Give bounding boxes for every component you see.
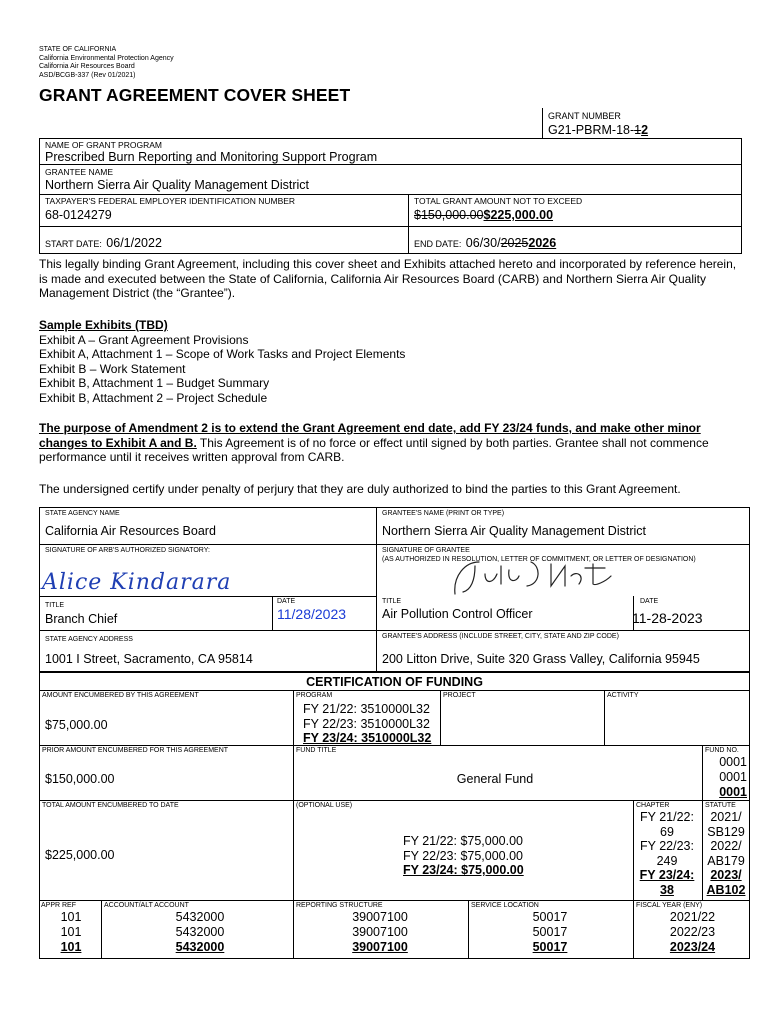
account-label: ACCOUNT/ALT ACCOUNT — [104, 902, 189, 909]
fiscal-year-label: FISCAL YEAR (ENY) — [636, 902, 703, 909]
optional-line: FY 23/24: $75,000.00 — [403, 863, 524, 877]
fund-no-label: FUND NO. — [705, 747, 739, 754]
chapter-item: FY 22/23: — [640, 839, 694, 853]
service-location: 50017 — [532, 910, 568, 924]
prior-amount-label: PRIOR AMOUNT ENCUMBERED FOR THIS AGREEMENT — [42, 747, 229, 754]
grantee-address: 200 Litton Drive, Suite 320 Grass Valley, California 95945 — [382, 652, 700, 666]
agency-line: California Air Resources Board — [39, 63, 135, 70]
total-amount-value: $150,000.00$225,000.00 — [414, 208, 554, 222]
fund-numbers — [703, 755, 747, 800]
grant-number-box — [542, 108, 742, 138]
grantee-print-name: Northern Sierra Air Quality Management District — [382, 524, 646, 538]
appr-ref: 101 — [60, 940, 82, 954]
appr-refs — [41, 910, 101, 955]
grantee-date-label: DATE — [640, 598, 659, 605]
fund-number: 0001 — [719, 770, 747, 784]
fein-label: TAXPAYER'S FEDERAL EMPLOYER IDENTIFICATION NUMBER — [45, 196, 296, 206]
arb-signature: Alice Kindarara — [42, 570, 232, 595]
service-locations — [515, 910, 585, 955]
agency-line: STATE OF CALIFORNIA — [39, 46, 117, 53]
chapter-item: FY 21/22: — [640, 810, 694, 824]
reporting-structure: 39007100 — [352, 940, 408, 954]
statute-item: AB102 — [706, 882, 746, 897]
account: 5432000 — [175, 925, 225, 939]
purpose-paragraph: The purpose of Amendment 2 is to extend the Grant Agreement end date, add FY 23/24 funds, and make other minor changes to Exhibit A and B. This Agreement is of no force or effect until signed by both parties. Grantee shall not commence performance until it receives written approval from CARB. — [39, 421, 709, 464]
grantee-title: Air Pollution Control Officer — [382, 607, 533, 621]
fein-value: 68-0124279 — [45, 208, 112, 222]
exhibits-heading: Sample Exhibits (TBD) — [39, 318, 168, 332]
arb-signature-label: SIGNATURE OF ARB'S AUTHORIZED SIGNATORY: — [45, 547, 210, 554]
statute-item: 2022/ — [710, 839, 742, 853]
statute-item: 2023/ — [710, 868, 742, 882]
fund-title-label: FUND TITLE — [296, 747, 337, 754]
fiscal-year: 2021/22 — [669, 910, 716, 924]
chapter-item: FY 23/24: — [639, 868, 695, 882]
fund-number: 0001 — [719, 785, 747, 799]
program-code: FY 23/24: 3510000L32 — [303, 731, 432, 745]
grantee-date: 11-28-2023 — [632, 610, 703, 626]
optional-line: FY 22/23: $75,000.00 — [403, 848, 524, 863]
grantee-name-label: GRANTEE'S NAME (PRINT OR TYPE) — [382, 510, 505, 517]
reporting-structure: 39007100 — [352, 910, 408, 924]
arb-title: Branch Chief — [45, 612, 118, 626]
appr-ref-label: APPR REF — [41, 902, 77, 909]
optional-use — [403, 834, 524, 878]
page-title: GRANT AGREEMENT COVER SHEET — [39, 85, 351, 105]
amount-encumbered: $75,000.00 — [45, 718, 108, 732]
exhibit-item: Exhibit A, Attachment 1 – Scope of Work Tasks and Project Elements — [39, 347, 406, 361]
total-encumbered: $225,000.00 — [45, 848, 115, 862]
exhibit-item: Exhibit A – Grant Agreement Provisions — [39, 332, 249, 347]
optional-line: FY 21/22: $75,000.00 — [403, 834, 524, 848]
total-encumbered-label: TOTAL AMOUNT ENCUMBERED TO DATE — [42, 802, 179, 809]
fund-title: General Fund — [456, 772, 534, 786]
grantee-signature-label: SIGNATURE OF GRANTEE — [382, 547, 470, 554]
grantee-signature-sublabel: (AS AUTHORIZED IN RESOLUTION, LETTER OF COMMITMENT, OR LETTER OF DESIGNATION) — [382, 556, 696, 563]
chapter-item: 69 — [660, 824, 674, 839]
grantee-label: GRANTEE NAME — [45, 167, 114, 177]
exhibit-item: Exhibit B, Attachment 2 – Project Schedule — [39, 390, 268, 405]
agency-header — [39, 46, 174, 80]
amount-encumbered-label: AMOUNT ENCUMBERED BY THIS AGREEMENT — [42, 692, 199, 699]
state-address: 1001 I Street, Sacramento, CA 95814 — [45, 652, 253, 666]
statute-item: AB179 — [707, 853, 745, 868]
exhibits-list — [39, 318, 739, 405]
exhibit-item: Exhibit B – Work Statement — [39, 361, 186, 376]
account: 5432000 — [175, 910, 225, 924]
fiscal-year: 2023/24 — [669, 940, 716, 954]
grant-number-label: GRANT NUMBER — [548, 111, 621, 121]
program-codes — [303, 702, 431, 746]
agency-line: ASD/BCGB-337 (Rev 01/2021) — [39, 71, 136, 79]
program-name: Prescribed Burn Reporting and Monitoring Support Program — [45, 150, 378, 164]
reporting-structure: 39007100 — [352, 925, 408, 939]
grantee-title-label: TITLE — [382, 598, 402, 605]
chapter-item: 38 — [660, 882, 674, 897]
state-address-label: STATE AGENCY ADDRESS — [45, 636, 133, 643]
grantee-address-label: GRANTEE'S ADDRESS (INCLUDE STREET, CITY, STATE AND ZIP CODE) — [382, 633, 619, 640]
state-agency-name: California Air Resources Board — [45, 524, 216, 538]
intro-paragraph: This legally binding Grant Agreement, including this cover sheet and Exhibits attached hereto and incorporated by reference herein, is made and executed between the State of California, California Air Resources Board (CARB) and Northern Sierra Air Quality Management District (the “Grantee”). — [39, 257, 737, 300]
chapter-label: CHAPTER — [636, 802, 670, 809]
certify-statement: The undersigned certify under penalty of perjury that they are duly authorized to bind the parties to this Grant Agreement. — [39, 482, 681, 496]
statute-label: STATUTE — [705, 802, 736, 809]
statutes — [703, 810, 749, 897]
arb-date: 11/28/2023 — [277, 606, 347, 622]
arb-title-label: TITLE — [45, 602, 65, 609]
service-location: 50017 — [532, 925, 568, 939]
prior-amount: $150,000.00 — [45, 772, 115, 786]
reporting-structures — [340, 910, 420, 955]
reporting-label: REPORTING STRUCTURE — [296, 902, 383, 909]
end-date: END DATE: 06/30/20252026 — [414, 236, 557, 250]
optional-use-label: (OPTIONAL USE) — [296, 802, 353, 809]
appr-ref: 101 — [60, 910, 82, 924]
accounts — [160, 910, 240, 955]
service-location-label: SERVICE LOCATION — [471, 902, 539, 909]
activity-label: ACTIVITY — [607, 692, 639, 699]
fiscal-years — [655, 910, 730, 955]
project-label: PROJECT — [443, 692, 476, 699]
start-date: START DATE: 06/1/2022 — [45, 236, 162, 250]
fund-number: 0001 — [719, 755, 747, 769]
program-code: FY 21/22: 3510000L32 — [303, 702, 430, 716]
fiscal-year: 2022/23 — [669, 925, 716, 939]
grant-number-value: G21-PBRM-18-12 — [548, 123, 649, 137]
total-amount-label: TOTAL GRANT AMOUNT NOT TO EXCEED — [414, 196, 583, 206]
service-location: 50017 — [532, 940, 568, 954]
arb-date-label: DATE — [277, 598, 296, 605]
chapter-item: 249 — [656, 853, 678, 868]
grantee-signature — [445, 556, 615, 603]
statute-item: SB129 — [707, 824, 745, 839]
state-agency-label: STATE AGENCY NAME — [45, 510, 120, 517]
statute-item: 2021/ — [710, 810, 742, 824]
grantee-name: Northern Sierra Air Quality Management District — [45, 178, 309, 192]
program-code: FY 22/23: 3510000L32 — [303, 716, 430, 731]
exhibit-item: Exhibit B, Attachment 1 – Budget Summary — [39, 376, 270, 390]
appr-ref: 101 — [60, 925, 82, 939]
chapters — [634, 810, 700, 897]
agency-line: California Environmental Protection Agency — [39, 54, 174, 62]
account: 5432000 — [175, 940, 225, 954]
program-label: NAME OF GRANT PROGRAM — [45, 140, 162, 150]
funding-title: CERTIFICATION OF FUNDING — [306, 675, 483, 689]
program-code-label: PROGRAM — [296, 692, 333, 699]
